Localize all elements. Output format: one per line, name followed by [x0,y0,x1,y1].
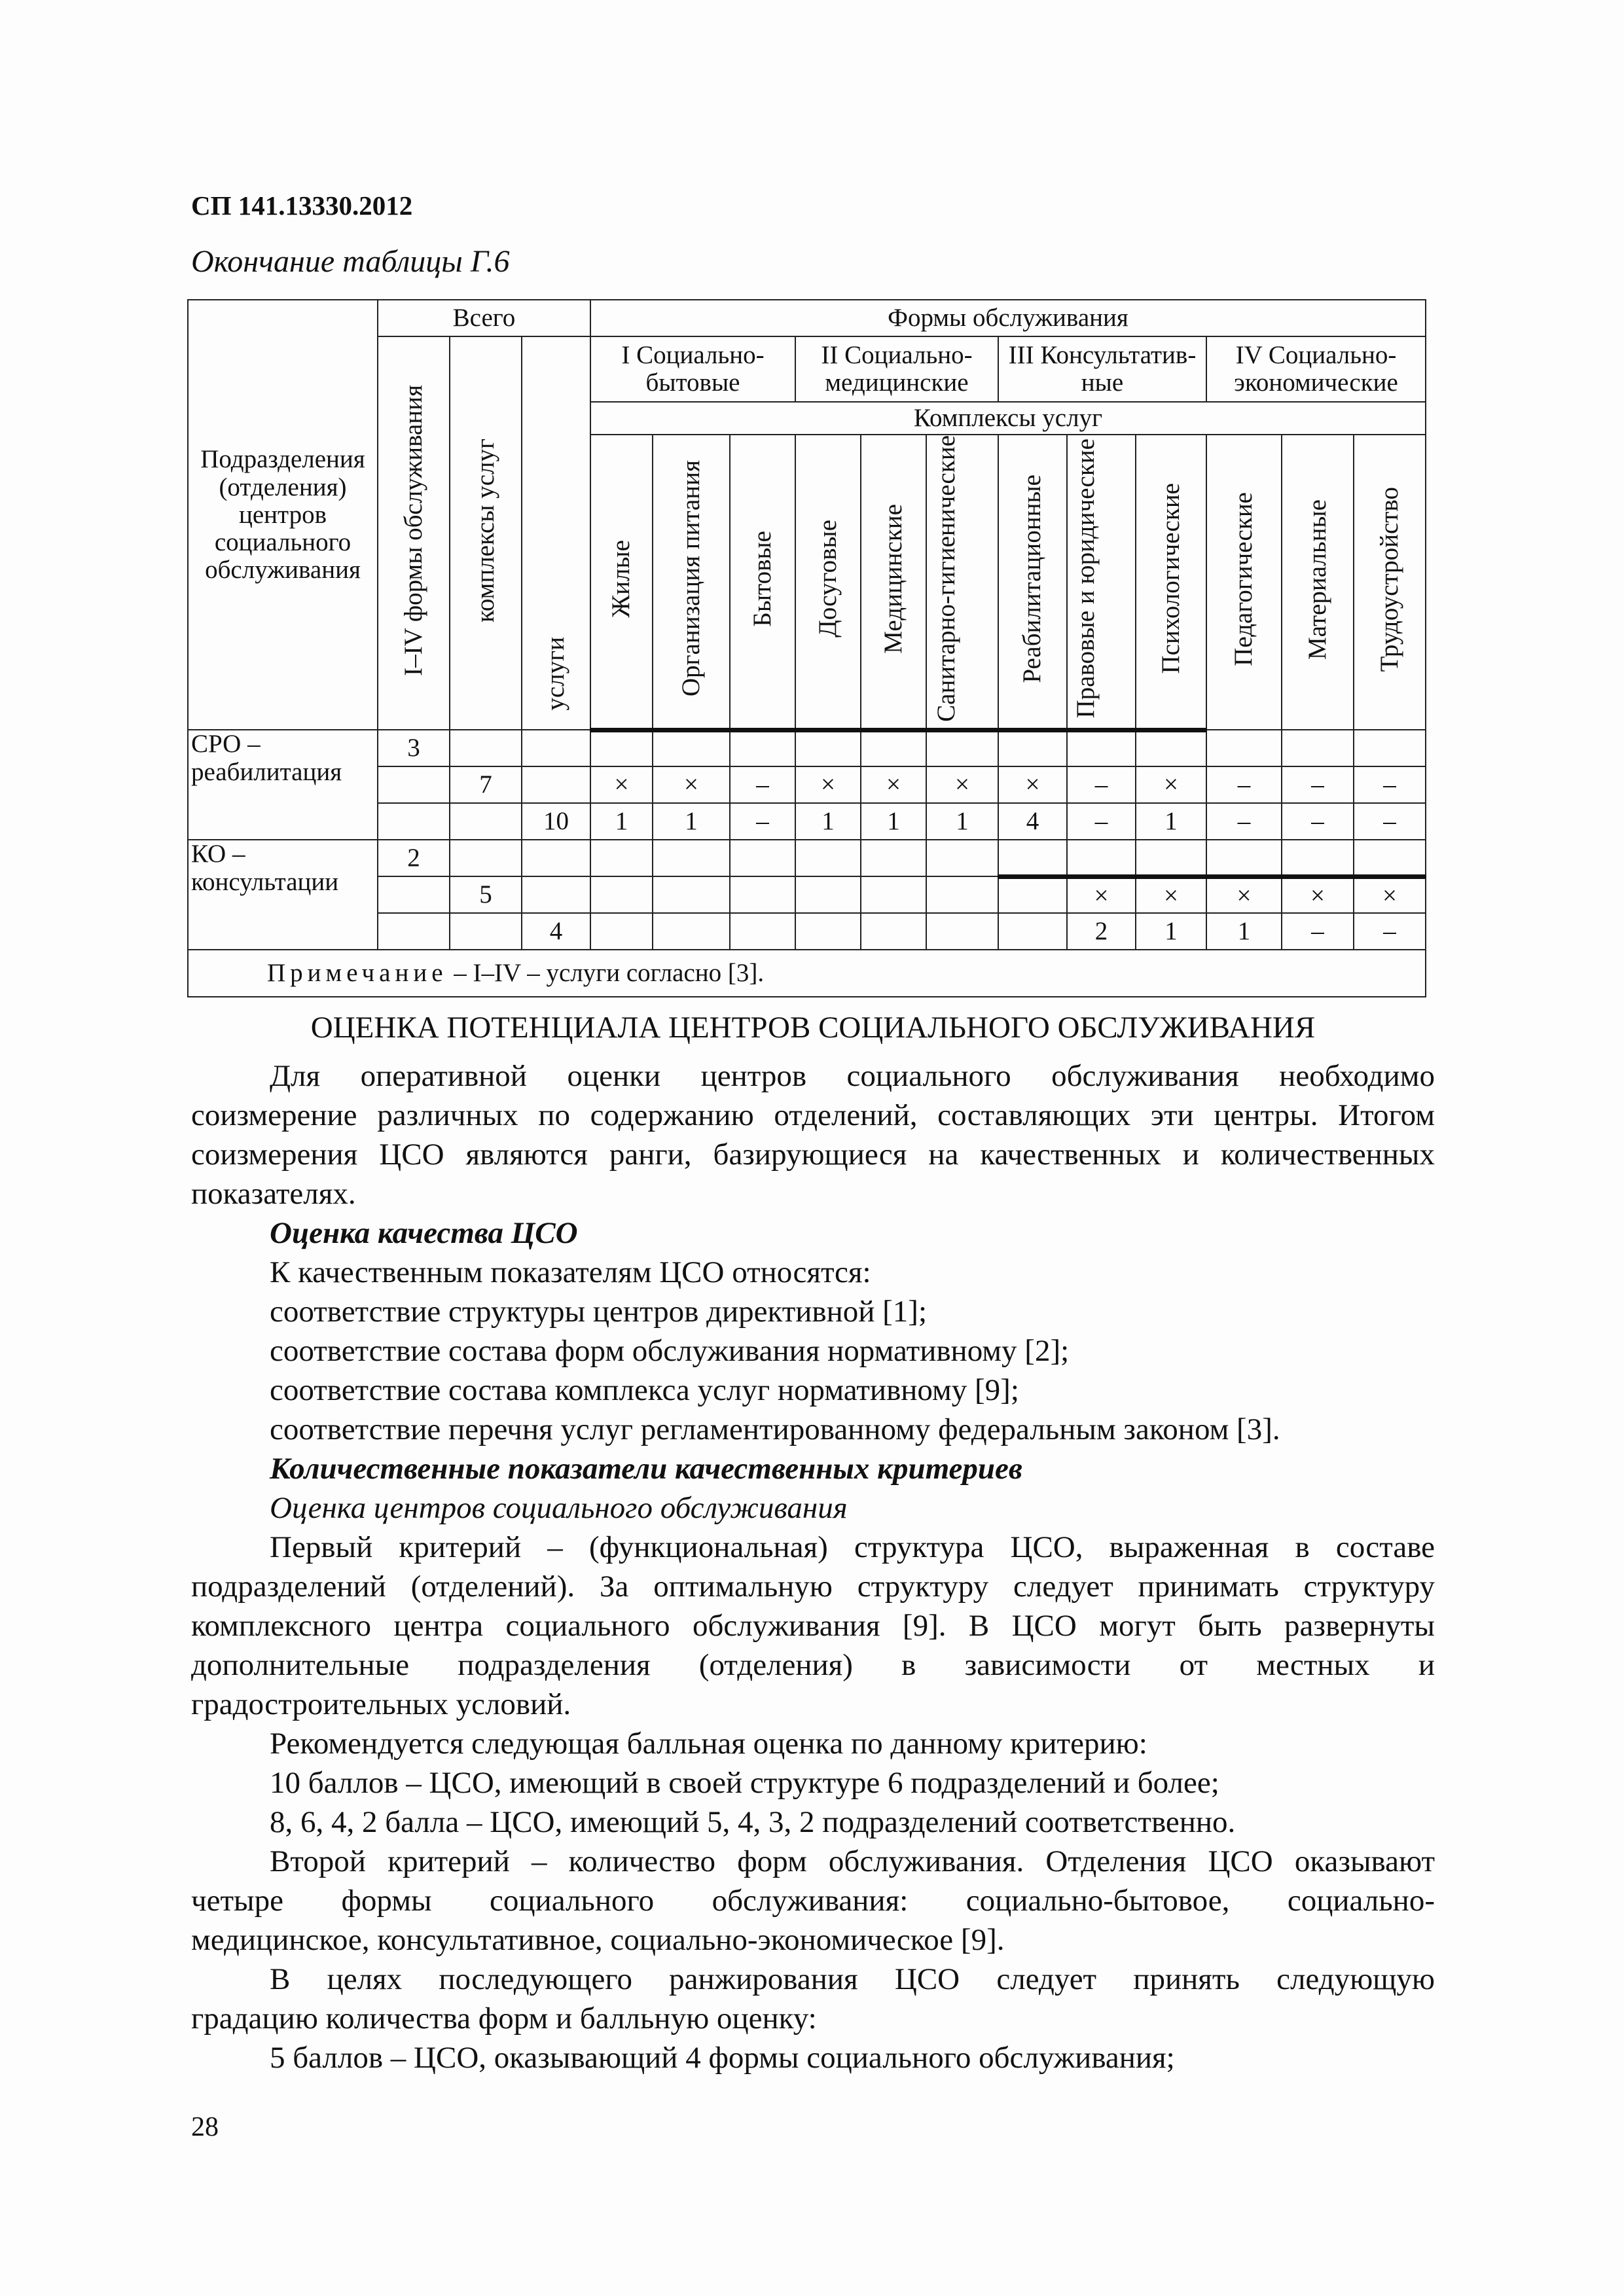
table-cell: × [926,766,998,803]
table-caption: Окончание таблицы Г.6 [191,244,510,279]
table-cell: – [1282,803,1354,840]
table-cell [730,876,795,913]
table-cell [1067,840,1136,876]
table-cell [590,730,653,766]
text-line: Оценка качества ЦСО [270,1216,578,1250]
table-cell: × [795,766,861,803]
body-lines [191,1056,1435,2077]
service-col [861,435,926,730]
table-cell [653,876,730,913]
note-text: – I–IV – услуги согласно [3]. [447,959,765,988]
service-col-label: Материальные [1303,499,1331,660]
table-cell [590,840,653,876]
table-cell: 2 [1067,913,1136,950]
table-cell [730,840,795,876]
sro-label: СРО – реабилитация [188,730,378,840]
table-cell: × [1354,876,1426,913]
col-complexes-total-label: комплексы услуг [471,438,499,622]
table-cell [450,913,522,950]
table-cell [450,840,522,876]
table-cell: × [1206,876,1282,913]
service-col [926,435,998,730]
table-cell: 2 [378,840,450,876]
table-cell [861,913,926,950]
table-cell [1206,730,1282,766]
service-col [1282,435,1354,730]
service-col [1067,435,1136,730]
col-forms-total-label: I–IV формы обслуживания [399,384,427,676]
text-line: градацию количества форм и балльную оценку: [191,2001,817,2036]
service-col-label: Жилые [607,539,636,618]
service-col-label: Реабилитационные [1018,474,1047,683]
table-cell [653,840,730,876]
text-line: Оценка центров социального обслуживания [270,1491,848,1525]
text-line: Рекомендуется следующая балльная оценка по данному критерию: [270,1727,1147,1761]
text-line: показателях. [191,1177,356,1211]
text-line: соответствие состава комплекса услуг нормативному [9]; [270,1373,1019,1407]
text-line: соответствие состава форм обслуживания нормативному [2]; [270,1334,1070,1368]
form-header-2: II Социально-медицинские [795,336,998,402]
table-cell: × [1067,876,1136,913]
service-col-label: Трудоустройство [1375,486,1403,672]
table-cell: × [1282,876,1354,913]
body-text [191,1008,1435,2077]
ko-row [188,840,1426,876]
services-table [187,299,1426,997]
service-col [653,435,730,730]
service-col-label: Правовые и юридические [1071,439,1100,719]
table-cell: 3 [378,730,450,766]
note-label: Примечание [267,959,448,988]
service-col [1354,435,1426,730]
table-cell [1282,730,1354,766]
text-line: комплексного центра социального обслуживания [9]. В ЦСО могут быть развернуты [191,1609,1435,1643]
text-line: градостроительных условий. [191,1687,571,1721]
table-cell: 1 [653,803,730,840]
service-col [795,435,861,730]
table-cell: – [1206,766,1282,803]
text-line: 5 баллов – ЦСО, оказывающий 4 формы социального обслуживания; [270,2041,1175,2075]
text-line: подразделений (отделений). За оптимальную структуру следует принимать структуру [191,1570,1435,1604]
table-cell: – [730,803,795,840]
table-cell: 7 [450,766,522,803]
table-cell: 1 [795,803,861,840]
table-cell [795,840,861,876]
table-cell [1136,730,1206,766]
table-cell: × [1136,766,1206,803]
table-cell [1067,730,1136,766]
table-cell [1136,840,1206,876]
table-cell: – [1282,766,1354,803]
table-cell [378,913,450,950]
table-cell [998,730,1067,766]
table-cell [926,840,998,876]
table-cell [795,913,861,950]
table-cell [590,913,653,950]
table-cell: × [653,766,730,803]
text-line: соизмерения ЦСО являются ранги, базирующиеся на качественных и количественных [191,1138,1435,1172]
service-col-label: Психологические [1156,483,1185,674]
service-col-label: Педагогические [1229,492,1258,667]
text-line: Первый критерий – (функциональная) структура ЦСО, выраженная в составе [270,1530,1435,1564]
service-col [998,435,1067,730]
text-line: дополнительные подразделения (отделения) в зависимости от местных и [191,1648,1435,1682]
document-code: СП 141.13330.2012 [191,190,413,221]
table-cell: 4 [998,803,1067,840]
text-line: четыре формы социального обслуживания: социально-бытовое, социально- [191,1884,1435,1918]
text-line: Количественные показатели качественных критериев [270,1452,1022,1486]
service-col-label: Бытовые [748,530,776,627]
table-cell: – [1067,803,1136,840]
service-col [590,435,653,730]
table-cell: × [998,766,1067,803]
table-cell [1282,840,1354,876]
table-cell [730,913,795,950]
text-line: Для оперативной оценки центров социального обслуживания необходимо [270,1059,1435,1093]
table-cell [590,876,653,913]
table-cell: – [1282,913,1354,950]
form-header-1: I Социально-бытовые [590,336,795,402]
col-services-total [522,336,590,730]
form-header-4: IV Социально-экономические [1206,336,1426,402]
sro-row [188,730,1426,766]
table-cell: 4 [522,913,590,950]
table-cell: 1 [861,803,926,840]
table-cell: 1 [1136,803,1206,840]
vsego-header: Всего [378,300,590,336]
table-cell [861,876,926,913]
text-line: соизмерение различных по содержанию отделений, составляющих эти центры. Итогом [191,1098,1435,1132]
service-col-label: Медицинские [878,503,907,654]
table-cell: × [861,766,926,803]
table-cell [795,730,861,766]
table-cell: 1 [926,803,998,840]
service-col [1136,435,1206,730]
text-line: 10 баллов – ЦСО, имеющий в своей структуре 6 подразделений и более; [270,1766,1219,1800]
col-complexes-total [450,336,522,730]
table-cell [926,730,998,766]
table-cell [378,876,450,913]
table-cell [861,730,926,766]
table-cell [926,876,998,913]
text-line: В целях последующего ранжирования ЦСО следует принять следующую [270,1962,1435,1996]
table-cell [861,840,926,876]
table-cell: – [1206,803,1282,840]
ko-rows [188,840,1426,950]
text-line: медицинское, консультативное, социально-экономическое [9]. [191,1923,1005,1957]
table-cell [522,876,590,913]
table-cell [795,876,861,913]
table-cell [522,840,590,876]
col-forms-total [378,336,450,730]
complexes-header: Комплексы услуг [590,402,1426,435]
sro-rows [188,730,1426,840]
table-cell [522,730,590,766]
table-cell [998,840,1067,876]
table-cell: – [1354,766,1426,803]
table-cell [730,730,795,766]
table-cell: × [590,766,653,803]
table-cell: 10 [522,803,590,840]
table-cell [1354,840,1426,876]
table-cell [653,913,730,950]
section-heading: ОЦЕНКА ПОТЕНЦИАЛА ЦЕНТРОВ СОЦИАЛЬНОГО ОБСЛУЖИВАНИЯ [310,1011,1316,1045]
row-header-cell: Подразделения (отделения) центров социального обслуживания [188,300,378,730]
col-services-total-label: услуги [541,636,570,711]
text-line: Второй критерий – количество форм обслуживания. Отделения ЦСО оказывают [270,1844,1435,1878]
table-cell [1354,730,1426,766]
table-cell [378,803,450,840]
table-cell: 5 [450,876,522,913]
text-line: 8, 6, 4, 2 балла – ЦСО, имеющий 5, 4, 3, 2 подразделений соответственно. [270,1805,1236,1839]
text-line: К качественным показателям ЦСО относятся: [270,1255,871,1289]
table-cell: 1 [590,803,653,840]
table-note [188,950,1426,997]
service-col-label: Санитарно-гигиенические [932,435,960,722]
table-cell [522,766,590,803]
table-cell [450,730,522,766]
table-cell [926,913,998,950]
page-number: 28 [191,2112,219,2142]
text-line: соответствие перечня услуг регламентированному федеральным законом [3]. [270,1412,1280,1446]
table-cell [998,876,1067,913]
table-cell [998,913,1067,950]
service-col-label: Досуговые [813,520,842,637]
table-cell: – [1067,766,1136,803]
service-col [1206,435,1282,730]
table-cell [653,730,730,766]
text-line: соответствие структуры центров директивной [1]; [270,1295,928,1329]
table-cell: – [1354,803,1426,840]
table-cell: – [730,766,795,803]
table-cell [1206,840,1282,876]
forms-header: Формы обслуживания [590,300,1426,336]
table-cell: × [1136,876,1206,913]
table-cell [450,803,522,840]
service-col [730,435,795,730]
form-header-3: III Консультатив-ные [998,336,1206,402]
table-cell: 1 [1206,913,1282,950]
table-cell [378,766,450,803]
table-cell: – [1354,913,1426,950]
service-col-label: Организация питания [676,460,705,697]
ko-label: КО – консультации [188,840,378,950]
table-cell: 1 [1136,913,1206,950]
